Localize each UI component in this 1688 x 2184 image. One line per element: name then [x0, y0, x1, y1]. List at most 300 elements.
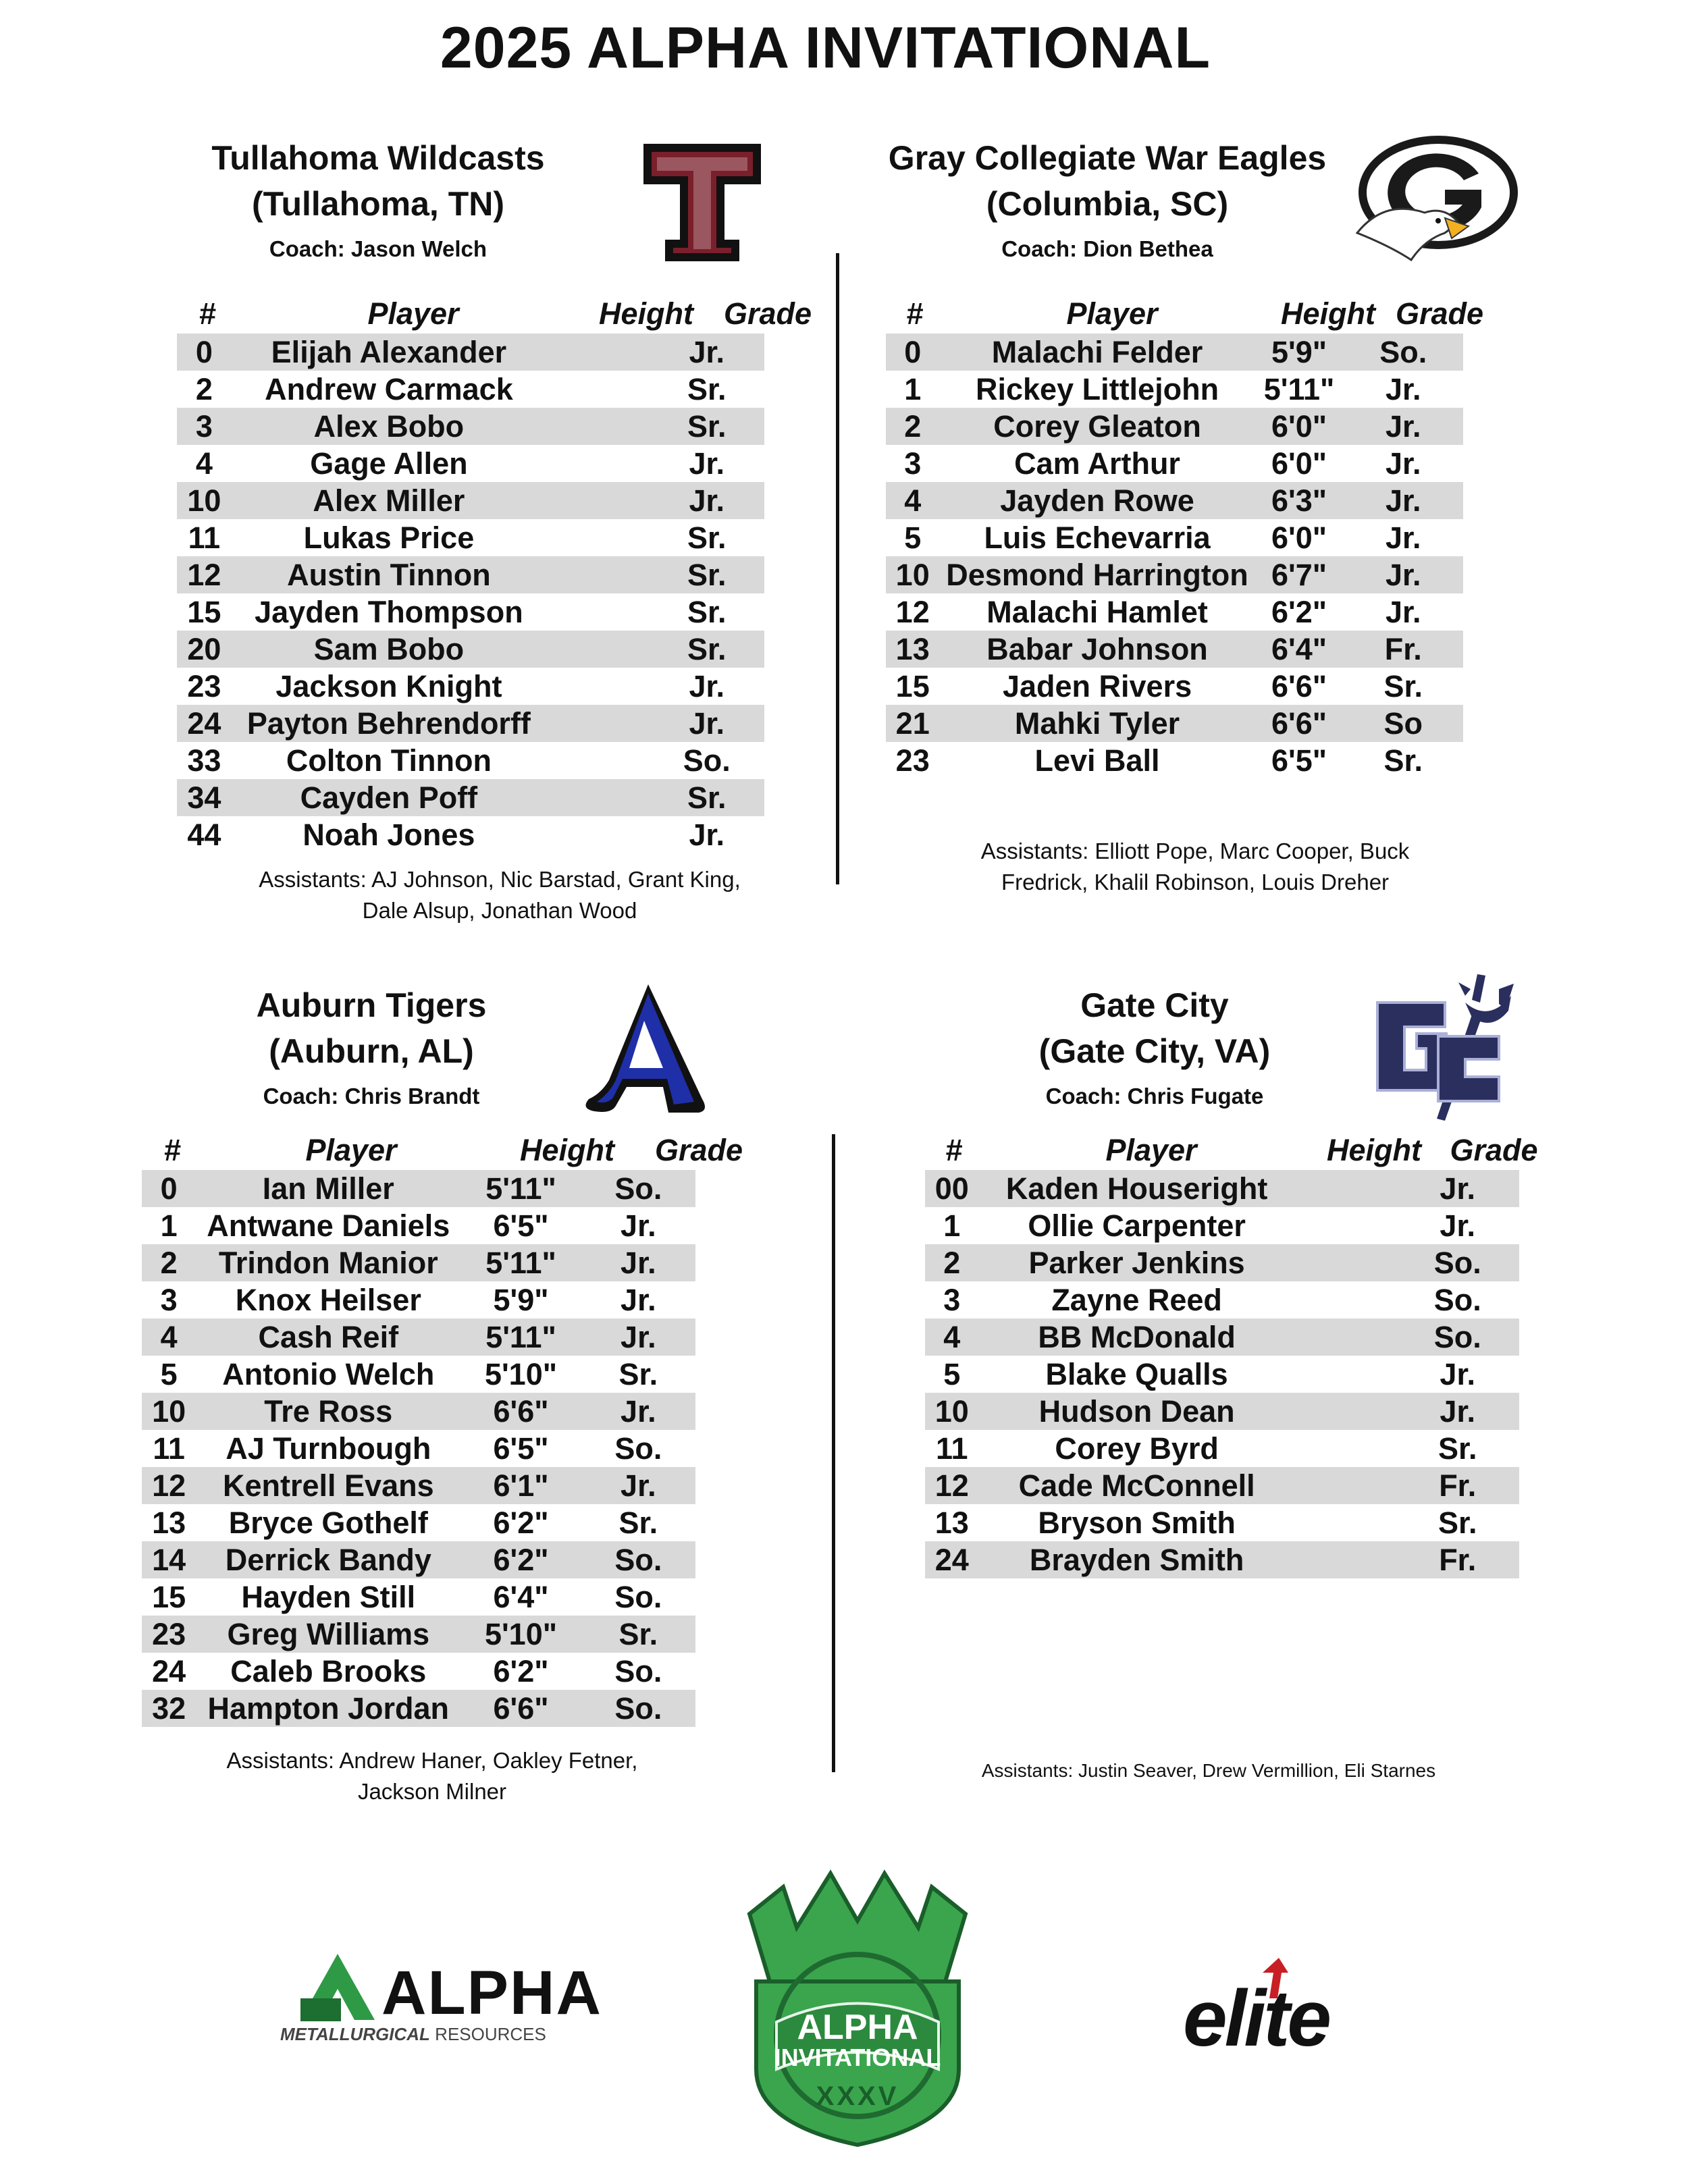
table-row [142, 1504, 695, 1541]
player-grade: Jr. [689, 668, 725, 703]
roster-header [177, 294, 832, 334]
table-row [925, 1430, 1519, 1467]
player-number: 4 [160, 1319, 178, 1354]
player-name: Rickey Littlejohn [975, 371, 1219, 406]
player-name: Zayne Reed [1051, 1282, 1222, 1317]
player-number: 14 [152, 1542, 186, 1577]
player-grade: Sr. [687, 594, 727, 629]
player-name: Cayden Poff [300, 780, 478, 815]
player-grade: Sr. [687, 557, 727, 592]
col-height: Height [1281, 296, 1375, 331]
table-row [177, 668, 764, 705]
player-name: Kentrell Evans [222, 1468, 434, 1503]
player-number: 12 [934, 1468, 969, 1503]
player-number: 15 [187, 594, 221, 629]
player-number: 24 [187, 705, 221, 741]
player-height: 5'11" [1263, 371, 1335, 406]
player-grade: Jr. [1385, 446, 1421, 481]
table-row [142, 1467, 695, 1504]
player-number: 5 [904, 520, 922, 555]
player-height: 6'2" [1271, 594, 1327, 629]
player-name: Cash Reif [258, 1319, 399, 1354]
head-coach: Coach: Dion Bethea [1001, 236, 1213, 261]
player-grade: Jr. [1440, 1356, 1475, 1391]
player-name: Derrick Bandy [225, 1542, 431, 1577]
player-number: 13 [934, 1505, 969, 1540]
player-name: Jayden Thompson [255, 594, 523, 629]
roster-header [886, 294, 1504, 334]
player-name: Trindon Manior [218, 1245, 438, 1280]
player-height: 6'4" [1271, 631, 1327, 666]
player-name: Hayden Still [241, 1579, 416, 1614]
player-grade: Jr. [1440, 1171, 1475, 1206]
player-grade: Fr. [1384, 631, 1422, 666]
table-row [177, 705, 764, 742]
player-number: 15 [895, 668, 930, 703]
head-coach: Coach: Chris Fugate [1045, 1084, 1264, 1109]
player-grade: So. [614, 1542, 662, 1577]
alpha-subtitle-bold: METALLURGICAL [280, 2024, 430, 2044]
player-name: Cam Arthur [1014, 446, 1180, 481]
player-number: 11 [936, 1431, 968, 1466]
col-height: Height [599, 296, 693, 331]
player-height: 6'2" [493, 1653, 549, 1688]
player-number: 3 [943, 1282, 961, 1317]
assistants-auburn [135, 1745, 729, 1807]
player-name: Elijah Alexander [271, 334, 507, 369]
player-number: 24 [152, 1653, 186, 1688]
player-number: 5 [160, 1356, 178, 1391]
player-name: Babar Johnson [986, 631, 1208, 666]
player-height: 6'0" [1271, 408, 1327, 444]
table-row [886, 593, 1463, 631]
assistants-line: Assistants: Andrew Haner, Oakley Fetner, [226, 1748, 638, 1773]
player-name: Tre Ross [264, 1393, 393, 1429]
player-height: 6'3" [1271, 483, 1327, 518]
player-number: 2 [160, 1245, 178, 1280]
player-name: Cade McConnell [1018, 1468, 1255, 1503]
player-grade: Jr. [689, 446, 725, 481]
player-height: 5'11" [485, 1245, 556, 1280]
player-grade: So. [1433, 1319, 1481, 1354]
col-player: Player [1066, 296, 1158, 331]
table-row [925, 1504, 1519, 1541]
table-row [886, 519, 1463, 556]
table-row [177, 408, 764, 445]
player-height: 6'0" [1271, 446, 1327, 481]
team-name: Gray Collegiate War Eagles [888, 139, 1327, 177]
table-row [142, 1393, 695, 1430]
player-name: Payton Behrendorff [246, 705, 531, 741]
player-grade: Sr. [687, 780, 727, 815]
player-number: 44 [187, 817, 221, 852]
assistants-tullahoma [176, 864, 824, 926]
column-divider [832, 1134, 835, 1772]
table-row [886, 334, 1463, 371]
player-number: 0 [904, 334, 922, 369]
player-name: Austin Tinnon [287, 557, 491, 592]
assistants-line: Fredrick, Khalil Robinson, Louis Dreher [1001, 870, 1390, 895]
alpha-metallurgical-logo [280, 1944, 602, 2052]
player-grade: Jr. [1385, 557, 1421, 592]
col-number: # [199, 296, 216, 331]
player-height: 6'6" [1271, 705, 1327, 741]
player-number: 5 [943, 1356, 961, 1391]
table-row [142, 1690, 695, 1727]
col-number: # [945, 1133, 963, 1167]
table-row [142, 1578, 695, 1616]
player-number: 1 [160, 1208, 178, 1243]
tullahoma-logo-icon [638, 138, 766, 267]
table-row [142, 1319, 695, 1356]
gate-city-trident-logo-icon [1364, 969, 1519, 1127]
player-height: 5'10" [484, 1616, 558, 1651]
col-grade: Grade [723, 296, 812, 331]
player-name: Colton Tinnon [286, 743, 492, 778]
col-player: Player [367, 296, 459, 331]
elite-wordmark: elite [1182, 1974, 1329, 2063]
player-grade: Jr. [621, 1393, 656, 1429]
table-row [177, 519, 764, 556]
team-header-tullahoma [176, 135, 581, 262]
col-height: Height [1327, 1133, 1421, 1167]
roster-table-tullahoma [177, 294, 832, 853]
player-grade: So. [614, 1690, 662, 1726]
col-grade: Grade [1450, 1133, 1538, 1167]
player-name: Jaden Rivers [1002, 668, 1192, 703]
player-number: 23 [152, 1616, 186, 1651]
player-height: 6'4" [493, 1579, 549, 1614]
table-row [177, 631, 764, 668]
assistants-gate-city [878, 1755, 1539, 1786]
table-row [886, 556, 1463, 593]
table-row [142, 1244, 695, 1281]
crest-title: ALPHA [797, 2008, 918, 2047]
roster-header [142, 1131, 763, 1170]
player-grade: Sr. [1383, 668, 1423, 703]
player-grade: Sr. [687, 520, 727, 555]
player-height: 6'2" [493, 1505, 549, 1540]
player-number: 15 [152, 1579, 186, 1614]
player-number: 33 [187, 743, 221, 778]
table-row [177, 482, 764, 519]
player-number: 10 [895, 557, 930, 592]
team-location: (Auburn, AL) [269, 1032, 474, 1070]
player-name: Noah Jones [302, 817, 475, 852]
player-height: 5'9" [1271, 334, 1327, 369]
table-row [177, 371, 764, 408]
player-number: 10 [187, 483, 221, 518]
assistants-line: Jackson Milner [357, 1779, 507, 1804]
player-number: 11 [153, 1431, 185, 1466]
player-grade: Sr. [687, 371, 727, 406]
player-number: 23 [895, 743, 930, 778]
player-grade: So. [614, 1579, 662, 1614]
col-height: Height [520, 1133, 614, 1167]
player-name: Knox Heilser [235, 1282, 421, 1317]
eagle-g-logo-icon [1344, 132, 1519, 273]
player-name: Jayden Rowe [1000, 483, 1194, 518]
player-grade: Jr. [1385, 520, 1421, 555]
player-grade: Sr. [1383, 743, 1423, 778]
player-grade: Jr. [1440, 1208, 1475, 1243]
player-height: 6'0" [1271, 520, 1327, 555]
player-grade: Jr. [621, 1208, 656, 1243]
table-row [925, 1393, 1519, 1430]
player-number: 24 [934, 1542, 969, 1577]
player-number: 11 [188, 520, 221, 555]
table-row [886, 482, 1463, 519]
table-row [177, 742, 764, 779]
table-row [177, 334, 764, 371]
table-row [177, 593, 764, 631]
player-number: 4 [904, 483, 922, 518]
table-row [925, 1170, 1519, 1207]
table-row [142, 1207, 695, 1244]
page-title: 2025 ALPHA INVITATIONAL [440, 16, 1211, 80]
assistants-gray-collegiate [878, 836, 1512, 898]
assistants-line: Assistants: Elliott Pope, Marc Cooper, Buck [980, 838, 1410, 863]
player-number: 12 [187, 557, 221, 592]
roster-table-gate-city [925, 1131, 1560, 1578]
player-grade: Jr. [689, 483, 725, 518]
player-grade: Sr. [618, 1616, 658, 1651]
player-number: 4 [943, 1319, 961, 1354]
player-grade: So [1383, 705, 1423, 741]
crest-numeral: XXXV [816, 2081, 899, 2111]
player-height: 5'11" [485, 1319, 556, 1354]
player-number: 34 [187, 780, 221, 815]
table-row [142, 1356, 695, 1393]
player-height: 6'6" [493, 1393, 549, 1429]
player-grade: So. [1433, 1282, 1481, 1317]
crest-subtitle: INVITATIONAL [774, 2044, 941, 2071]
table-row [142, 1430, 695, 1467]
player-name: Andrew Carmack [265, 371, 513, 406]
table-row [177, 779, 764, 816]
team-location: (Tullahoma, TN) [251, 185, 505, 223]
player-name: BB McDonald [1038, 1319, 1236, 1354]
player-name: Alex Miller [313, 483, 465, 518]
table-row [142, 1616, 695, 1653]
player-height: 6'5" [493, 1431, 549, 1466]
player-grade: Jr. [1385, 371, 1421, 406]
player-grade: Sr. [618, 1505, 658, 1540]
table-row [925, 1467, 1519, 1504]
player-name: Ollie Carpenter [1028, 1208, 1246, 1243]
player-grade: Sr. [1438, 1431, 1477, 1466]
team-header-gate-city [952, 982, 1357, 1109]
player-name: Levi Ball [1034, 743, 1160, 778]
player-grade: Jr. [1385, 483, 1421, 518]
player-grade: Sr. [1438, 1505, 1477, 1540]
player-grade: Jr. [1385, 594, 1421, 629]
alpha-invitational-crest [729, 1867, 986, 2150]
player-number: 10 [152, 1393, 186, 1429]
table-row [925, 1356, 1519, 1393]
table-row [886, 445, 1463, 482]
team-header-auburn [169, 982, 574, 1109]
head-coach: Coach: Jason Welch [269, 236, 487, 261]
player-grade: Jr. [689, 817, 725, 852]
player-grade: So. [614, 1171, 662, 1206]
player-number: 2 [195, 371, 213, 406]
player-height: 6'2" [493, 1542, 549, 1577]
player-name: Kaden Houseright [1005, 1171, 1268, 1206]
column-divider [836, 253, 839, 884]
player-name: AJ Turnbough [226, 1431, 431, 1466]
player-number: 12 [152, 1468, 186, 1503]
player-name: Alex Bobo [313, 408, 465, 444]
head-coach: Coach: Chris Brandt [263, 1084, 480, 1109]
player-grade: Fr. [1439, 1468, 1477, 1503]
player-name: Desmond Harrington [946, 557, 1248, 592]
table-row [177, 556, 764, 593]
assistants-line: Dale Alsup, Jonathan Wood [362, 898, 637, 923]
player-number: 3 [160, 1282, 178, 1317]
player-grade: So. [1433, 1245, 1481, 1280]
player-name: Gage Allen [310, 446, 468, 481]
player-grade: Jr. [621, 1245, 656, 1280]
player-grade: Sr. [687, 631, 727, 666]
player-name: Hudson Dean [1038, 1393, 1235, 1429]
player-grade: So. [614, 1653, 662, 1688]
col-grade: Grade [654, 1133, 743, 1167]
player-name: Greg Williams [227, 1616, 430, 1651]
table-row [886, 705, 1463, 742]
player-name: Corey Gleaton [993, 408, 1201, 444]
player-grade: Jr. [621, 1468, 656, 1503]
col-number: # [905, 296, 924, 331]
player-number: 4 [195, 446, 213, 481]
player-number: 21 [895, 705, 930, 741]
player-height: 6'7" [1271, 557, 1327, 592]
col-player: Player [1105, 1133, 1197, 1167]
table-row [177, 816, 764, 853]
player-name: Caleb Brooks [230, 1653, 427, 1688]
player-name: Antwane Daniels [207, 1208, 450, 1243]
table-row [886, 371, 1463, 408]
auburn-a-logo-icon [574, 979, 716, 1117]
player-number: 3 [195, 408, 213, 444]
table-row [925, 1319, 1519, 1356]
player-number: 0 [160, 1171, 178, 1206]
col-player: Player [305, 1133, 397, 1167]
player-grade: Jr. [689, 705, 725, 741]
assistants-line: Assistants: Justin Seaver, Drew Vermillion, Eli Starnes [981, 1760, 1436, 1781]
player-grade: So. [683, 743, 731, 778]
player-number: 2 [904, 408, 922, 444]
player-name: Sam Bobo [313, 631, 465, 666]
player-number: 00 [934, 1171, 969, 1206]
player-number: 32 [152, 1690, 186, 1726]
player-name: Antonio Welch [222, 1356, 435, 1391]
table-row [142, 1281, 695, 1319]
team-name: Auburn Tigers [256, 986, 487, 1024]
player-height: 5'11" [485, 1171, 556, 1206]
player-name: Lukas Price [303, 520, 475, 555]
table-row [925, 1541, 1519, 1578]
team-location: (Columbia, SC) [986, 185, 1229, 223]
team-name: Gate City [1080, 986, 1229, 1024]
player-number: 20 [187, 631, 221, 666]
player-number: 12 [895, 594, 930, 629]
player-name: Malachi Felder [991, 334, 1203, 369]
table-row [886, 631, 1463, 668]
roster-header [925, 1131, 1560, 1170]
player-height: 6'1" [493, 1468, 549, 1503]
player-number: 10 [934, 1393, 969, 1429]
player-grade: So. [614, 1431, 662, 1466]
table-row [142, 1653, 695, 1690]
roster-table-auburn [142, 1131, 763, 1727]
table-row [925, 1244, 1519, 1281]
table-row [925, 1281, 1519, 1319]
player-height: 6'6" [1271, 668, 1327, 703]
roster-table-gray-collegiate [886, 294, 1504, 779]
player-height: 5'9" [493, 1282, 549, 1317]
player-height: 6'5" [1271, 743, 1327, 778]
player-grade: Jr. [1385, 408, 1421, 444]
player-name: Mahki Tyler [1014, 705, 1180, 741]
table-row [142, 1170, 695, 1207]
table-row [142, 1541, 695, 1578]
table-row [177, 445, 764, 482]
player-name: Parker Jenkins [1028, 1245, 1245, 1280]
player-name: Bryce Gothelf [228, 1505, 428, 1540]
player-name: Ian Miller [262, 1171, 394, 1206]
player-number: 0 [195, 334, 213, 369]
player-grade: Jr. [621, 1319, 656, 1354]
player-grade: Jr. [621, 1282, 656, 1317]
assistants-line: Assistants: AJ Johnson, Nic Barstad, Grant King, [259, 867, 741, 892]
player-name: Corey Byrd [1055, 1431, 1219, 1466]
player-name: Malachi Hamlet [986, 594, 1208, 629]
player-number: 1 [943, 1208, 961, 1243]
col-number: # [163, 1133, 181, 1167]
player-name: Blake Qualls [1045, 1356, 1228, 1391]
player-height: 6'5" [493, 1208, 549, 1243]
table-row [886, 408, 1463, 445]
player-number: 23 [187, 668, 221, 703]
alpha-subtitle [280, 2024, 591, 2045]
player-height: 6'6" [493, 1690, 549, 1726]
team-name: Tullahoma Wildcasts [211, 139, 545, 177]
team-header-gray-collegiate [871, 135, 1344, 262]
col-grade: Grade [1395, 296, 1484, 331]
player-name: Luis Echevarria [984, 520, 1211, 555]
player-grade: Sr. [618, 1356, 658, 1391]
player-number: 1 [904, 371, 922, 406]
table-row [886, 742, 1463, 779]
table-row [886, 668, 1463, 705]
player-grade: Fr. [1439, 1542, 1477, 1577]
elite-logo [1134, 1958, 1377, 2063]
player-number: 13 [152, 1505, 186, 1540]
player-grade: Jr. [1440, 1393, 1475, 1429]
player-number: 3 [904, 446, 922, 481]
team-location: (Gate City, VA) [1038, 1032, 1271, 1070]
table-row [925, 1207, 1519, 1244]
player-grade: So. [1379, 334, 1427, 369]
player-name: Brayden Smith [1029, 1542, 1244, 1577]
player-name: Bryson Smith [1038, 1505, 1236, 1540]
player-grade: Jr. [689, 334, 725, 369]
player-height: 5'10" [484, 1356, 558, 1391]
player-number: 13 [895, 631, 930, 666]
player-number: 2 [943, 1245, 961, 1280]
alpha-subtitle-rest: RESOURCES [435, 2024, 546, 2044]
